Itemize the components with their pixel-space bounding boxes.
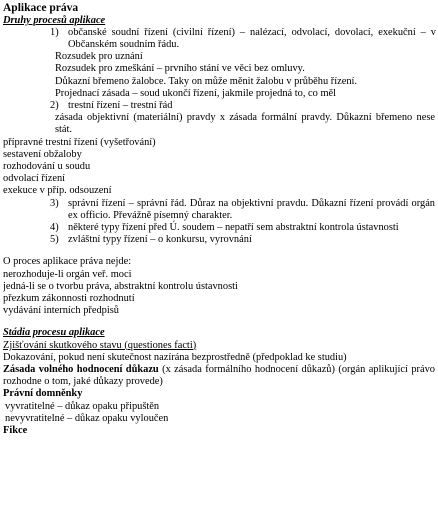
- criminal-stage-4: odvolací řízení: [3, 173, 66, 185]
- list-item-text: správní řízení – správní řád. Důraz na objektivní pravdu. Důkazní řízení provádí orgán ex officio. Převážně písemný charakter.: [68, 197, 435, 221]
- free-evaluation-text: (x zásada formálního hodnocení důkazů) (orgán aplikující právo rozhodne o tom, jaké důkazy provede): [3, 363, 435, 388]
- list-item-text: některé typy řízení před Ú. soudem – nepatří sem abstraktní kontrola ústavnosti: [68, 221, 399, 233]
- free-evaluation-paragraph: [3, 364, 436, 388]
- criminal-note: zásada objektivní (materiální) pravdy x zásada formální pravdy. Důkazní břemeno nese stát.: [55, 112, 435, 136]
- free-evaluation-term: Zásada volného hodnocení důkazu: [3, 363, 159, 375]
- list-number: 3): [50, 197, 59, 209]
- list-number: 2): [50, 99, 59, 111]
- list-item-text: trestní řízení – trestní řád: [68, 99, 173, 111]
- list-item-special-procedures: [3, 234, 436, 246]
- section-heading-process-types: Druhy procesů aplikace: [3, 14, 106, 26]
- civil-note-4: Projednací zásada – soud ukončí řízení, jakmile projedná to, co měl: [55, 87, 337, 99]
- evidence-paragraph: Dokazování, pokud není skutečnost nazírána bezprostředně (předpoklad ke studiu): [3, 351, 347, 363]
- list-item-constitutional-court: [3, 222, 436, 234]
- list-item-administrative-procedure: [3, 198, 436, 222]
- list-number: 1): [50, 26, 59, 38]
- presumption-irrebuttable: nevyvratitelné – důkaz opaku vyloučen: [5, 412, 169, 424]
- list-number: 4): [50, 221, 59, 233]
- civil-note-1: Rozsudek pro uznání: [55, 51, 143, 63]
- list-number: 5): [50, 234, 59, 246]
- list-item-text: zvláštní typy řízení – o konkursu, vyrovnání: [68, 234, 252, 246]
- not-application-intro: O proces aplikace práva nejde:: [3, 256, 132, 268]
- list-item-civil-procedure: [3, 27, 436, 51]
- criminal-stage-5: exekuce v příp. odsouzení: [3, 185, 112, 197]
- criminal-stage-3: rozhodování u soudu: [3, 160, 91, 172]
- fictions-heading: Fikce: [3, 425, 28, 436]
- list-item-criminal-procedure: [3, 100, 436, 112]
- not-application-item-3: přezkum zákonnosti rozhodnutí: [3, 292, 135, 304]
- document-title: Aplikace práva: [3, 2, 79, 14]
- criminal-stage-2: sestavení obžaloby: [3, 148, 82, 160]
- criminal-stage-1: přípravné trestní řízení (vyšetřování): [3, 136, 156, 148]
- subheading-fact-finding: Zjišťování skutkového stavu (questiones facti): [3, 339, 197, 351]
- presumption-rebuttable: vyvratitelné – důkaz opaku připuštěn: [5, 400, 160, 412]
- civil-note-2: Rozsudek pro zmeškání – prvního stání ve věci bez omluvy.: [55, 63, 305, 75]
- not-application-item-2: jedná-li se o tvorbu práva, abstraktní kontrolu ústavnosti: [3, 280, 238, 292]
- list-item-text: občanské soudní řízení (civilní řízení) – nalézací, odvolací, dovolací, exekuční – v Občanském soudním řádu.: [68, 26, 436, 50]
- not-application-item-1: nerozhoduje-li orgán veř. moci: [3, 268, 132, 280]
- not-application-item-4: vydávání interních předpisů: [3, 305, 119, 317]
- presumptions-heading: Právní domněnky: [3, 388, 83, 400]
- civil-note-3: Důkazní břemeno žalobce. Taky on může měnit žalobu v průběhu řízení.: [55, 75, 358, 87]
- section-heading-stages: Stádia procesu aplikace: [3, 327, 105, 339]
